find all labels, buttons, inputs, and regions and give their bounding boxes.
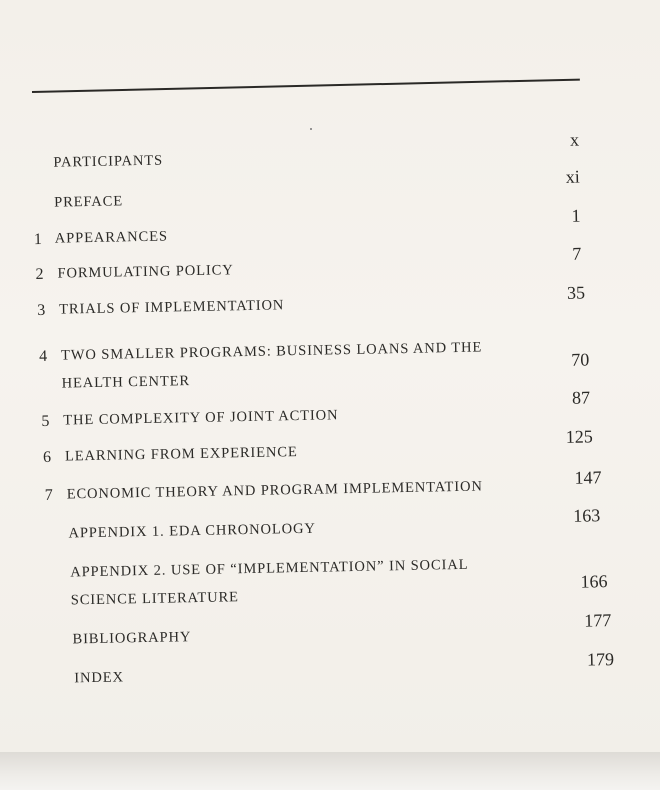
page-bottom-edge: [0, 752, 660, 790]
toc-entry-2-number: 2: [35, 265, 44, 284]
toc-entry-3-title: TRIALS OF IMPLEMENTATION: [59, 297, 285, 318]
toc-entry-bibliography-page: 177: [584, 610, 612, 631]
toc-entry-7-page: 147: [574, 467, 602, 488]
toc-entry-participants-page: x: [569, 129, 580, 150]
toc-entry-2-title: FORMULATING POLICY: [57, 262, 234, 282]
toc-entry-preface-page: xi: [565, 166, 580, 187]
toc-entry-6-number: 6: [42, 448, 52, 466]
toc-entry-preface-title: PREFACE: [54, 193, 124, 211]
toc-entry-3-page: 35: [566, 282, 586, 303]
toc-entry-7-number: 7: [44, 486, 53, 504]
toc-entry-4-number: 4: [38, 347, 48, 365]
toc-entry-1-page: 1: [571, 205, 581, 226]
toc-entry-4-title: TWO SMALLER PROGRAMS: BUSINESS LOANS AND THE: [60, 339, 483, 364]
toc-entry-1-number: 1: [33, 230, 43, 249]
toc-entry-participants-title: PARTICIPANTS: [53, 152, 164, 171]
toc-entry-appendix-2-page: 166: [580, 571, 608, 592]
toc-entry-index-title: INDEX: [74, 669, 125, 687]
toc-entry-appendix-1-title: APPENDIX 1. EDA CHRONOLOGY: [68, 520, 316, 542]
toc-entry-5-page: 87: [571, 387, 591, 408]
toc-entry-index-page: 179: [586, 649, 615, 670]
toc-entry-appendix-2-title: APPENDIX 2. USE OF “IMPLEMENTATION” IN SOCIAL: [70, 556, 469, 581]
toc-entry-6-title: LEARNING FROM EXPERIENCE: [64, 444, 298, 465]
toc-entry-3-number: 3: [37, 301, 46, 320]
toc-entry-appendix-1-page: 163: [573, 505, 601, 526]
toc-entry-5-number: 5: [41, 412, 50, 430]
toc-entry-appendix-2-title-line2: SCIENCE LITERATURE: [70, 589, 239, 609]
toc-entry-7-title: ECONOMIC THEORY AND PROGRAM IMPLEMENTATION: [66, 478, 483, 503]
toc-entry-4-title-line2: HEALTH CENTER: [61, 373, 191, 392]
toc-entry-5-title: THE COMPLEXITY OF JOINT ACTION: [63, 407, 339, 429]
toc-entry-6-page: 125: [565, 426, 593, 447]
toc-entry-4-page: 70: [571, 349, 590, 370]
toc-entry-bibliography-title: BIBLIOGRAPHY: [72, 629, 192, 648]
toc-entry-2-page: 7: [572, 243, 582, 264]
toc-entry-1-title: APPEARANCES: [54, 228, 169, 247]
